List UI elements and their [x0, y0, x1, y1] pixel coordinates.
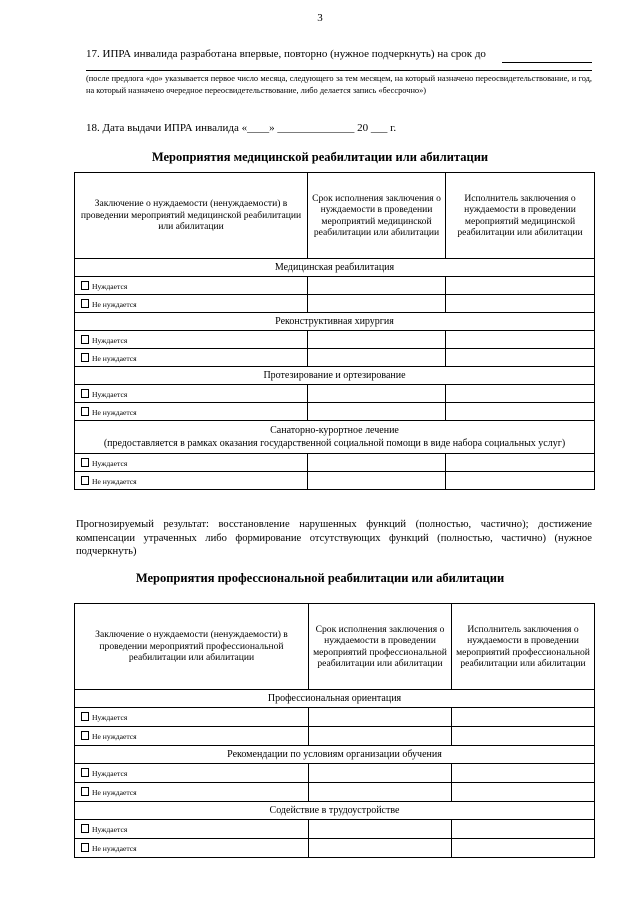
option-not-needs[interactable]: Не нуждается	[75, 295, 308, 313]
checkbox-icon[interactable]	[81, 335, 89, 344]
option-not-needs[interactable]: Не нуждается	[75, 349, 308, 367]
option-needs[interactable]: Нуждается	[75, 277, 308, 295]
section-professional-orientation: Профессиональная ориентация	[75, 690, 595, 708]
checkbox-icon[interactable]	[81, 731, 89, 740]
option-needs[interactable]: Нуждается	[75, 820, 309, 839]
professional-table	[74, 603, 595, 858]
option-not-needs[interactable]: Не нуждается	[75, 839, 309, 858]
option-needs[interactable]: Нуждается	[75, 764, 309, 783]
checkbox-icon[interactable]	[81, 281, 89, 290]
medical-title: Мероприятия медицинской реабилитации или абилитации	[151, 150, 489, 164]
option-needs[interactable]: Нуждается	[75, 454, 308, 472]
medical-table	[74, 172, 595, 490]
professional-header-executor: Исполнитель заключения о нуждаемости в проведении мероприятий профессиональной реабилитации или абилитации	[452, 604, 595, 690]
checkbox-icon[interactable]	[81, 843, 89, 852]
medical-header-term: Срок исполнения заключения о нуждаемости в проведении мероприятий медицинской реабилитации или абилитации	[308, 173, 446, 259]
item-17-blank-line	[86, 70, 592, 71]
option-not-needs[interactable]: Не нуждается	[75, 727, 309, 746]
medical-header-executor: Исполнитель заключения о нуждаемости в проведении мероприятий медицинской реабилитации или абилитации	[446, 173, 595, 259]
professional-header-conclusion: Заключение о нуждаемости (ненуждаемости) в проведении мероприятий профессиональной реабилитации или абилитации	[75, 604, 309, 690]
item-17-note: (после предлога «до» указывается первое число месяца, следующего за тем месяцем, на который назначено переосвидетельствование, и год, на который назначено очередное переосвидетельствование, либо делается запись «бессрочно»)	[86, 74, 592, 95]
checkbox-icon[interactable]	[81, 299, 89, 308]
option-not-needs[interactable]: Не нуждается	[75, 472, 308, 490]
checkbox-icon[interactable]	[81, 787, 89, 796]
option-not-needs[interactable]: Не нуждается	[75, 403, 308, 421]
section-employment-assistance: Содействие в трудоустройстве	[75, 802, 595, 820]
checkbox-icon[interactable]	[81, 712, 89, 721]
medical-header-conclusion: Заключение о нуждаемости (ненуждаемости) в проведении мероприятий медицинской реабилитации или абилитации	[75, 173, 308, 259]
checkbox-icon[interactable]	[81, 824, 89, 833]
checkbox-icon[interactable]	[81, 768, 89, 777]
item-17-date-line	[502, 62, 592, 63]
option-needs[interactable]: Нуждается	[75, 331, 308, 349]
checkbox-icon[interactable]	[81, 353, 89, 362]
item-18-text: 18. Дата выдачи ИПРА инвалида «____» ______________ 20 ___ г.	[86, 122, 397, 134]
section-sanatorium: Санаторно-курортное лечение (предоставляется в рамках оказания государственной социальной помощи в виде набора социальных услуг)	[75, 421, 595, 454]
checkbox-icon[interactable]	[81, 389, 89, 398]
section-medical-rehab: Медицинская реабилитация	[75, 259, 595, 277]
professional-header-term: Срок исполнения заключения о нуждаемости в проведении мероприятий профессиональной реабилитации или абилитации	[309, 604, 452, 690]
option-not-needs[interactable]: Не нуждается	[75, 783, 309, 802]
section-prosthetics: Протезирование и ортезирование	[75, 367, 595, 385]
section-education-conditions: Рекомендации по условиям организации обучения	[75, 746, 595, 764]
checkbox-icon[interactable]	[81, 458, 89, 467]
professional-title: Мероприятия профессиональной реабилитации или абилитации	[135, 571, 505, 585]
option-needs[interactable]: Нуждается	[75, 708, 309, 727]
checkbox-icon[interactable]	[81, 476, 89, 485]
checkbox-icon[interactable]	[81, 407, 89, 416]
prognoz-text: Прогнозируемый результат: восстановление нарушенных функций (полностью, частично); достижение компенсации утраченных либо формирование отсутствующих функций (полностью, частично) (нужное подчеркнуть)	[76, 519, 592, 558]
item-17-text: 17. ИПРА инвалида разработана впервые, повторно (нужное подчеркнуть) на срок до	[86, 48, 486, 60]
option-needs[interactable]: Нуждается	[75, 385, 308, 403]
section-reconstructive-surgery: Реконструктивная хирургия	[75, 313, 595, 331]
page-number: 3	[317, 12, 323, 24]
